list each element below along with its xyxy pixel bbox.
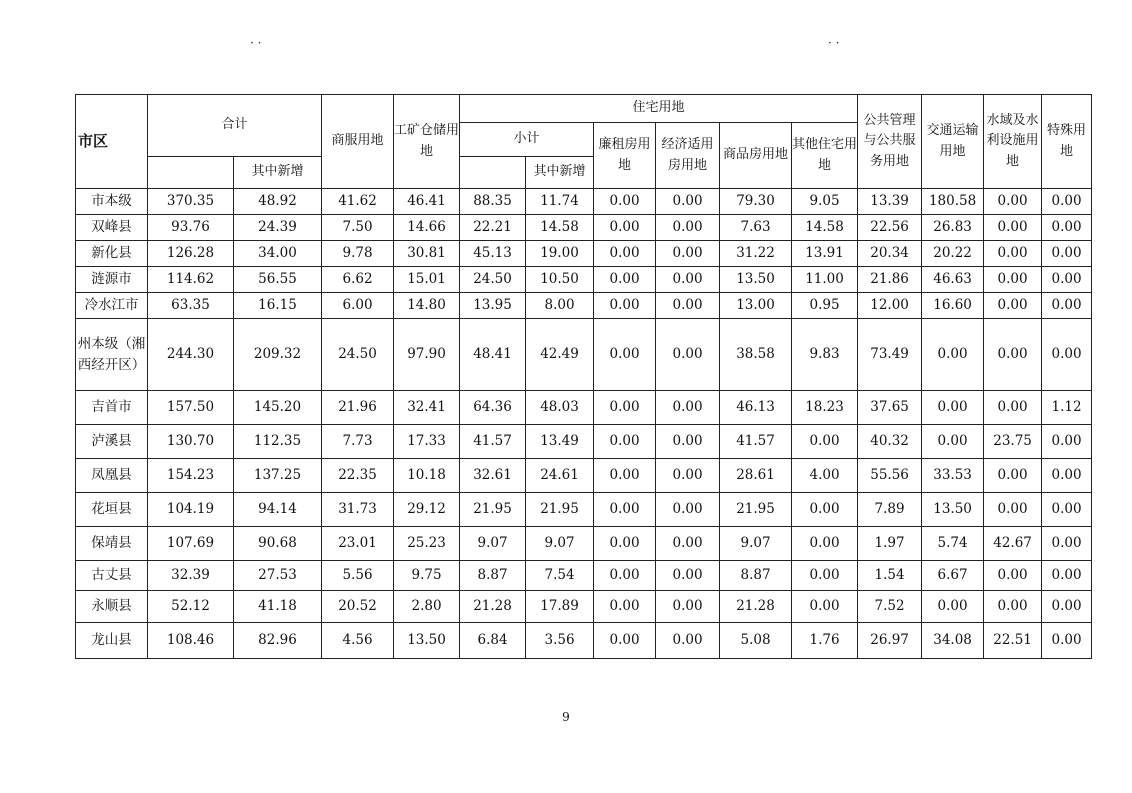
cell-public: 37.65 xyxy=(858,391,922,425)
cell-region: 涟源市 xyxy=(76,267,148,293)
cell-total: 32.39 xyxy=(148,561,234,591)
cell-transport: 0.00 xyxy=(922,319,984,391)
cell-special: 0.00 xyxy=(1042,459,1092,493)
cell-res-subtotal: 22.21 xyxy=(460,215,526,241)
cell-total: 93.76 xyxy=(148,215,234,241)
header-res-other: 其他住宅用地 xyxy=(792,123,858,189)
header-res-affordable: 经济适用房用地 xyxy=(656,123,720,189)
cell-commodity: 5.08 xyxy=(720,623,792,659)
cell-industrial: 17.33 xyxy=(394,425,460,459)
cell-commodity: 13.50 xyxy=(720,267,792,293)
table-row xyxy=(76,189,1092,215)
cell-res-new: 17.89 xyxy=(526,591,594,623)
cell-affordable: 0.00 xyxy=(656,623,720,659)
cell-special: 0.00 xyxy=(1042,241,1092,267)
cell-total: 244.30 xyxy=(148,319,234,391)
cell-res-new: 48.03 xyxy=(526,391,594,425)
cell-other-res: 18.23 xyxy=(792,391,858,425)
cell-water: 0.00 xyxy=(984,319,1042,391)
cell-industrial: 25.23 xyxy=(394,527,460,561)
cell-industrial: 29.12 xyxy=(394,493,460,527)
cell-commodity: 21.28 xyxy=(720,591,792,623)
cell-res-subtotal: 21.28 xyxy=(460,591,526,623)
cell-commercial: 6.00 xyxy=(322,293,394,319)
cell-industrial: 32.41 xyxy=(394,391,460,425)
cell-affordable: 0.00 xyxy=(656,425,720,459)
cell-commercial: 9.78 xyxy=(322,241,394,267)
cell-affordable: 0.00 xyxy=(656,319,720,391)
cell-other-res: 14.58 xyxy=(792,215,858,241)
header-total-blank xyxy=(148,157,234,189)
cell-total: 104.19 xyxy=(148,493,234,527)
cell-transport: 6.67 xyxy=(922,561,984,591)
header-total: 合计 xyxy=(148,95,322,157)
cell-industrial: 10.18 xyxy=(394,459,460,493)
cell-total-new: 41.18 xyxy=(234,591,322,623)
cell-total-new: 24.39 xyxy=(234,215,322,241)
cell-lowrent: 0.00 xyxy=(594,527,656,561)
cell-lowrent: 0.00 xyxy=(594,215,656,241)
cell-water: 0.00 xyxy=(984,241,1042,267)
cell-total-new: 48.92 xyxy=(234,189,322,215)
cell-res-new: 42.49 xyxy=(526,319,594,391)
cell-region: 龙山县 xyxy=(76,623,148,659)
cell-industrial: 14.80 xyxy=(394,293,460,319)
cell-res-new: 14.58 xyxy=(526,215,594,241)
cell-region: 双峰县 xyxy=(76,215,148,241)
cell-other-res: 1.76 xyxy=(792,623,858,659)
cell-other-res: 9.05 xyxy=(792,189,858,215)
cell-other-res: 0.00 xyxy=(792,591,858,623)
cell-other-res: 0.00 xyxy=(792,561,858,591)
cell-res-subtotal: 8.87 xyxy=(460,561,526,591)
cell-lowrent: 0.00 xyxy=(594,267,656,293)
cell-lowrent: 0.00 xyxy=(594,241,656,267)
cell-transport: 33.53 xyxy=(922,459,984,493)
cell-special: 0.00 xyxy=(1042,493,1092,527)
page-number: 9 xyxy=(562,710,570,724)
cell-lowrent: 0.00 xyxy=(594,391,656,425)
cell-transport: 180.58 xyxy=(922,189,984,215)
cell-other-res: 9.83 xyxy=(792,319,858,391)
cell-commercial: 6.62 xyxy=(322,267,394,293)
cell-special: 0.00 xyxy=(1042,591,1092,623)
cell-industrial: 2.80 xyxy=(394,591,460,623)
cell-special: 0.00 xyxy=(1042,189,1092,215)
cell-region: 冷水江市 xyxy=(76,293,148,319)
cell-transport: 13.50 xyxy=(922,493,984,527)
cell-water: 0.00 xyxy=(984,189,1042,215)
land-supply-table xyxy=(75,94,1092,659)
cell-commodity: 41.57 xyxy=(720,425,792,459)
cell-total-new: 27.53 xyxy=(234,561,322,591)
cell-res-subtotal: 24.50 xyxy=(460,267,526,293)
cell-commodity: 28.61 xyxy=(720,459,792,493)
header-residential: 住宅用地 xyxy=(460,95,858,123)
table-row xyxy=(76,425,1092,459)
cell-water: 42.67 xyxy=(984,527,1042,561)
cell-lowrent: 0.00 xyxy=(594,319,656,391)
cell-affordable: 0.00 xyxy=(656,561,720,591)
cell-transport: 0.00 xyxy=(922,591,984,623)
cell-commodity: 9.07 xyxy=(720,527,792,561)
cell-public: 20.34 xyxy=(858,241,922,267)
table-body xyxy=(76,189,1092,659)
cell-total: 130.70 xyxy=(148,425,234,459)
cell-total: 126.28 xyxy=(148,241,234,267)
cell-special: 0.00 xyxy=(1042,425,1092,459)
cell-commercial: 22.35 xyxy=(322,459,394,493)
cell-lowrent: 0.00 xyxy=(594,591,656,623)
cell-other-res: 0.00 xyxy=(792,527,858,561)
cell-lowrent: 0.00 xyxy=(594,425,656,459)
cell-industrial: 15.01 xyxy=(394,267,460,293)
cell-transport: 26.83 xyxy=(922,215,984,241)
cell-special: 0.00 xyxy=(1042,527,1092,561)
table-row xyxy=(76,319,1092,391)
cell-commercial: 5.56 xyxy=(322,561,394,591)
cell-commercial: 7.50 xyxy=(322,215,394,241)
cell-res-new: 3.56 xyxy=(526,623,594,659)
cell-res-new: 11.74 xyxy=(526,189,594,215)
header-res-subtotal-blank xyxy=(460,157,526,189)
header-res-lowrent: 廉租房用地 xyxy=(594,123,656,189)
cell-special: 0.00 xyxy=(1042,267,1092,293)
table-row xyxy=(76,293,1092,319)
cell-res-new: 19.00 xyxy=(526,241,594,267)
cell-water: 0.00 xyxy=(984,493,1042,527)
cell-res-new: 9.07 xyxy=(526,527,594,561)
cell-transport: 20.22 xyxy=(922,241,984,267)
cell-industrial: 13.50 xyxy=(394,623,460,659)
header-region: 市区 xyxy=(76,95,148,189)
header-public: 公共管理与公共服务用地 xyxy=(858,95,922,189)
cell-other-res: 0.95 xyxy=(792,293,858,319)
cell-affordable: 0.00 xyxy=(656,215,720,241)
cell-special: 0.00 xyxy=(1042,319,1092,391)
header-res-subtotal: 小计 xyxy=(460,123,594,157)
cell-public: 26.97 xyxy=(858,623,922,659)
cell-other-res: 11.00 xyxy=(792,267,858,293)
cell-industrial: 14.66 xyxy=(394,215,460,241)
cell-total: 107.69 xyxy=(148,527,234,561)
cell-affordable: 0.00 xyxy=(656,293,720,319)
cell-public: 1.97 xyxy=(858,527,922,561)
cell-industrial: 30.81 xyxy=(394,241,460,267)
cell-total-new: 56.55 xyxy=(234,267,322,293)
cell-other-res: 13.91 xyxy=(792,241,858,267)
cell-total-new: 209.32 xyxy=(234,319,322,391)
header-water: 水域及水利设施用地 xyxy=(984,95,1042,189)
cell-special: 0.00 xyxy=(1042,293,1092,319)
cell-total: 370.35 xyxy=(148,189,234,215)
cell-lowrent: 0.00 xyxy=(594,189,656,215)
cell-water: 0.00 xyxy=(984,561,1042,591)
cell-res-new: 21.95 xyxy=(526,493,594,527)
cell-res-new: 7.54 xyxy=(526,561,594,591)
table-row xyxy=(76,241,1092,267)
cell-water: 0.00 xyxy=(984,591,1042,623)
cell-commodity: 13.00 xyxy=(720,293,792,319)
table-row xyxy=(76,391,1092,425)
cell-total: 63.35 xyxy=(148,293,234,319)
cell-region: 保靖县 xyxy=(76,527,148,561)
cell-res-subtotal: 32.61 xyxy=(460,459,526,493)
cell-special: 0.00 xyxy=(1042,215,1092,241)
cell-total: 154.23 xyxy=(148,459,234,493)
cell-res-subtotal: 88.35 xyxy=(460,189,526,215)
cell-res-new: 10.50 xyxy=(526,267,594,293)
cell-lowrent: 0.00 xyxy=(594,493,656,527)
cell-res-subtotal: 6.84 xyxy=(460,623,526,659)
header-res-subtotal-new: 其中新增 xyxy=(526,157,594,189)
cell-commercial: 31.73 xyxy=(322,493,394,527)
cell-total: 108.46 xyxy=(148,623,234,659)
table-row xyxy=(76,215,1092,241)
cell-lowrent: 0.00 xyxy=(594,623,656,659)
cell-other-res: 0.00 xyxy=(792,493,858,527)
cell-total-new: 137.25 xyxy=(234,459,322,493)
table-row xyxy=(76,623,1092,659)
cell-other-res: 0.00 xyxy=(792,425,858,459)
table-row xyxy=(76,459,1092,493)
cell-res-subtotal: 21.95 xyxy=(460,493,526,527)
cell-commodity: 46.13 xyxy=(720,391,792,425)
cell-commercial: 21.96 xyxy=(322,391,394,425)
table-row xyxy=(76,561,1092,591)
cell-transport: 5.74 xyxy=(922,527,984,561)
header-total-new: 其中新增 xyxy=(234,157,322,189)
cell-affordable: 0.00 xyxy=(656,189,720,215)
cell-water: 0.00 xyxy=(984,293,1042,319)
cell-transport: 34.08 xyxy=(922,623,984,659)
cell-res-subtotal: 41.57 xyxy=(460,425,526,459)
cell-res-subtotal: 64.36 xyxy=(460,391,526,425)
cell-total-new: 16.15 xyxy=(234,293,322,319)
cell-water: 22.51 xyxy=(984,623,1042,659)
cell-res-subtotal: 13.95 xyxy=(460,293,526,319)
cell-public: 40.32 xyxy=(858,425,922,459)
cell-affordable: 0.00 xyxy=(656,527,720,561)
table-row xyxy=(76,527,1092,561)
cell-commodity: 8.87 xyxy=(720,561,792,591)
cell-public: 7.52 xyxy=(858,591,922,623)
cell-affordable: 0.00 xyxy=(656,391,720,425)
cell-region: 花垣县 xyxy=(76,493,148,527)
cell-industrial: 9.75 xyxy=(394,561,460,591)
cell-affordable: 0.00 xyxy=(656,267,720,293)
cell-transport: 0.00 xyxy=(922,425,984,459)
cell-public: 73.49 xyxy=(858,319,922,391)
cell-transport: 16.60 xyxy=(922,293,984,319)
cell-transport: 46.63 xyxy=(922,267,984,293)
cell-water: 0.00 xyxy=(984,215,1042,241)
cell-region: 新化县 xyxy=(76,241,148,267)
table-row xyxy=(76,267,1092,293)
cell-region: 州本级（湘西经开区） xyxy=(76,319,148,391)
cell-total: 52.12 xyxy=(148,591,234,623)
header-industrial: 工矿仓储用地 xyxy=(394,95,460,189)
cell-total-new: 82.96 xyxy=(234,623,322,659)
cell-lowrent: 0.00 xyxy=(594,459,656,493)
cell-total: 114.62 xyxy=(148,267,234,293)
cell-region: 吉首市 xyxy=(76,391,148,425)
cell-res-new: 13.49 xyxy=(526,425,594,459)
cell-transport: 0.00 xyxy=(922,391,984,425)
header-special: 特殊用地 xyxy=(1042,95,1092,189)
cell-industrial: 46.41 xyxy=(394,189,460,215)
cell-commercial: 24.50 xyxy=(322,319,394,391)
header-commercial: 商服用地 xyxy=(322,95,394,189)
cell-water: 23.75 xyxy=(984,425,1042,459)
cell-region: 凤凰县 xyxy=(76,459,148,493)
header-transport: 交通运输用地 xyxy=(922,95,984,189)
cell-affordable: 0.00 xyxy=(656,493,720,527)
cell-special: 1.12 xyxy=(1042,391,1092,425)
cell-special: 0.00 xyxy=(1042,561,1092,591)
table-row xyxy=(76,591,1092,623)
cell-special: 0.00 xyxy=(1042,623,1092,659)
cell-public: 13.39 xyxy=(858,189,922,215)
cell-commercial: 23.01 xyxy=(322,527,394,561)
cell-total: 157.50 xyxy=(148,391,234,425)
cell-affordable: 0.00 xyxy=(656,591,720,623)
cell-commodity: 7.63 xyxy=(720,215,792,241)
cell-res-subtotal: 9.07 xyxy=(460,527,526,561)
scan-marks-left: · · xyxy=(250,36,262,50)
header-res-commodity: 商品房用地 xyxy=(720,123,792,189)
cell-region: 市本级 xyxy=(76,189,148,215)
cell-region: 永顺县 xyxy=(76,591,148,623)
cell-commodity: 21.95 xyxy=(720,493,792,527)
cell-commercial: 20.52 xyxy=(322,591,394,623)
cell-total-new: 112.35 xyxy=(234,425,322,459)
cell-commercial: 7.73 xyxy=(322,425,394,459)
cell-public: 7.89 xyxy=(858,493,922,527)
cell-water: 0.00 xyxy=(984,391,1042,425)
cell-affordable: 0.00 xyxy=(656,241,720,267)
cell-total-new: 90.68 xyxy=(234,527,322,561)
cell-lowrent: 0.00 xyxy=(594,561,656,591)
cell-public: 21.86 xyxy=(858,267,922,293)
cell-region: 古丈县 xyxy=(76,561,148,591)
cell-public: 1.54 xyxy=(858,561,922,591)
cell-public: 12.00 xyxy=(858,293,922,319)
cell-affordable: 0.00 xyxy=(656,459,720,493)
cell-other-res: 4.00 xyxy=(792,459,858,493)
cell-res-new: 8.00 xyxy=(526,293,594,319)
cell-res-subtotal: 45.13 xyxy=(460,241,526,267)
cell-water: 0.00 xyxy=(984,459,1042,493)
cell-lowrent: 0.00 xyxy=(594,293,656,319)
cell-public: 55.56 xyxy=(858,459,922,493)
cell-commodity: 79.30 xyxy=(720,189,792,215)
cell-commercial: 41.62 xyxy=(322,189,394,215)
cell-water: 0.00 xyxy=(984,267,1042,293)
cell-total-new: 34.00 xyxy=(234,241,322,267)
cell-res-new: 24.61 xyxy=(526,459,594,493)
cell-res-subtotal: 48.41 xyxy=(460,319,526,391)
cell-region: 泸溪县 xyxy=(76,425,148,459)
cell-public: 22.56 xyxy=(858,215,922,241)
cell-industrial: 97.90 xyxy=(394,319,460,391)
cell-total-new: 145.20 xyxy=(234,391,322,425)
scan-marks-right: · · xyxy=(828,36,840,50)
cell-commodity: 31.22 xyxy=(720,241,792,267)
cell-total-new: 94.14 xyxy=(234,493,322,527)
table-row xyxy=(76,493,1092,527)
cell-commodity: 38.58 xyxy=(720,319,792,391)
cell-commercial: 4.56 xyxy=(322,623,394,659)
